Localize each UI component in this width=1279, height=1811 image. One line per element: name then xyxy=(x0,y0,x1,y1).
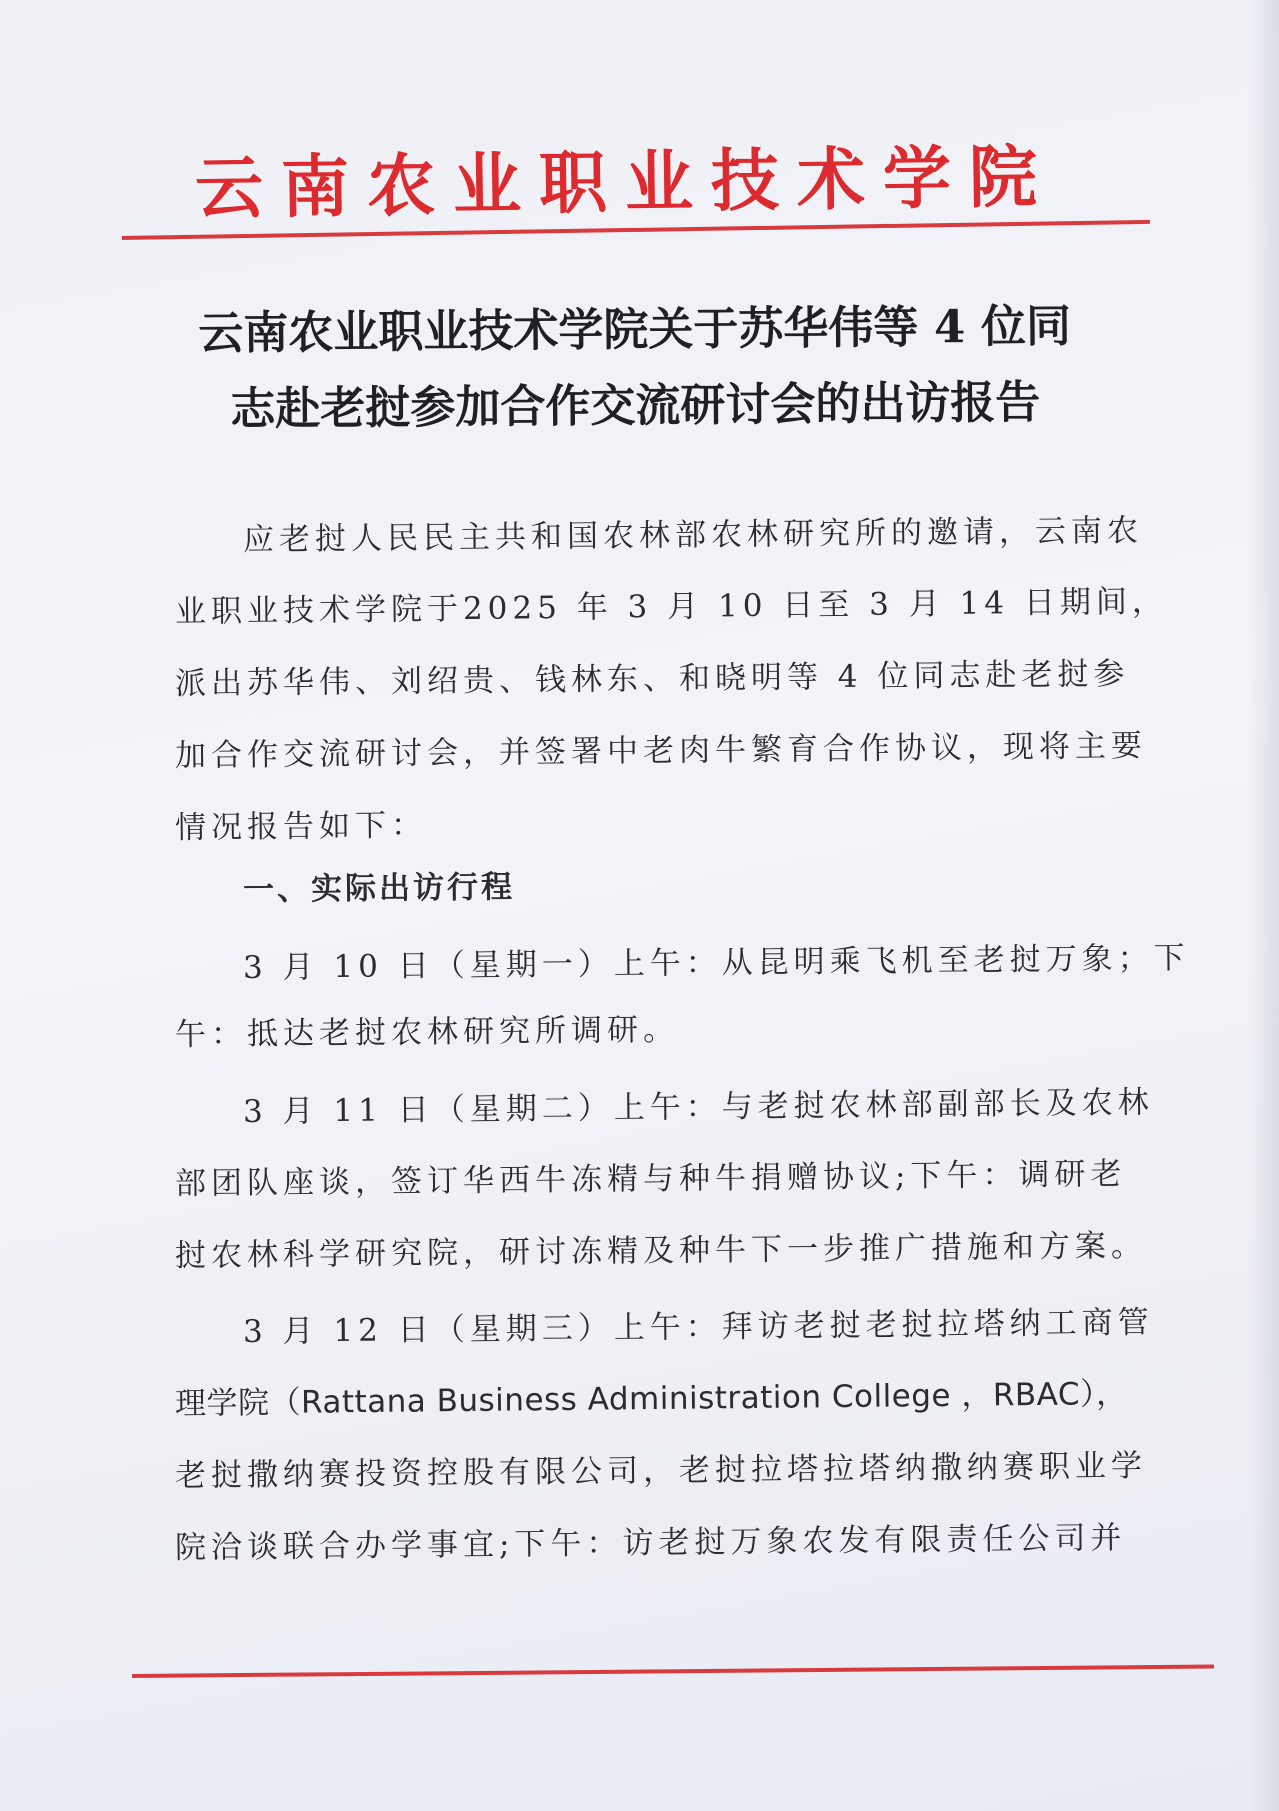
report-title-line-1: 云南农业职业技术学院关于苏华伟等 4 位同 xyxy=(198,299,1072,360)
section-heading-itinerary: 一、实际出访行程 xyxy=(242,869,516,908)
itinerary-day1-line-1: 3 月 10 日（星期一）上午：从昆明乘飞机至老挝万象；下 xyxy=(242,940,1190,986)
page-edge-shadow xyxy=(1249,0,1279,1811)
intro-line-2: 业职业技术学院于2025 年 3 月 10 日至 3 月 14 日期间， xyxy=(174,583,1169,630)
itinerary-day3-line-1: 3 月 12 日（星期三）上午：拜访老挝老挝拉塔纳工商管 xyxy=(242,1304,1154,1350)
itinerary-day1-line-2: 午：抵达老挝农林研究所调研。 xyxy=(174,1011,680,1053)
footer-rule xyxy=(132,1665,1214,1678)
itinerary-day3-line-3: 老挝撒纳赛投资控股有限公司，老挝拉塔拉塔纳撒纳赛职业学 xyxy=(174,1447,1148,1494)
itinerary-day2-line-3: 挝农林科学研究院，研讨冻精及种牛下一步推广措施和方案。 xyxy=(174,1227,1148,1274)
report-title-line-2: 志赴老挝参加合作交流研讨会的出访报告 xyxy=(230,375,1041,436)
intro-line-3: 派出苏华伟、刘绍贵、钱林东、和晓明等 4 位同志赴老挝参 xyxy=(174,656,1130,702)
itinerary-day2-line-1: 3 月 11 日（星期二）上午：与老挝农林部副部长及农林 xyxy=(242,1084,1154,1130)
intro-line-1: 应老挝人民民主共和国农林部农林研究所的邀请，云南农 xyxy=(242,512,1144,558)
itinerary-day2-line-2: 部团队座谈，签订华西牛冻精与种牛捐赠协议;下午：调研老 xyxy=(174,1156,1127,1202)
intro-line-5: 情况报告如下： xyxy=(174,807,428,846)
itinerary-day3-line-2: 理学院（Rattana Business Administration College ，RBAC）， xyxy=(174,1376,1128,1422)
letterhead-institution-name: 云南农业职业技术学院 xyxy=(194,137,1056,230)
report-title xyxy=(149,288,1120,448)
itinerary-day3-line-4: 院洽谈联合办学事宜;下午：访老挝万象农发有限责任公司并 xyxy=(174,1520,1127,1566)
intro-line-4: 加合作交流研讨会，并签署中老肉牛繁育合作协议，现将主要 xyxy=(174,727,1148,774)
